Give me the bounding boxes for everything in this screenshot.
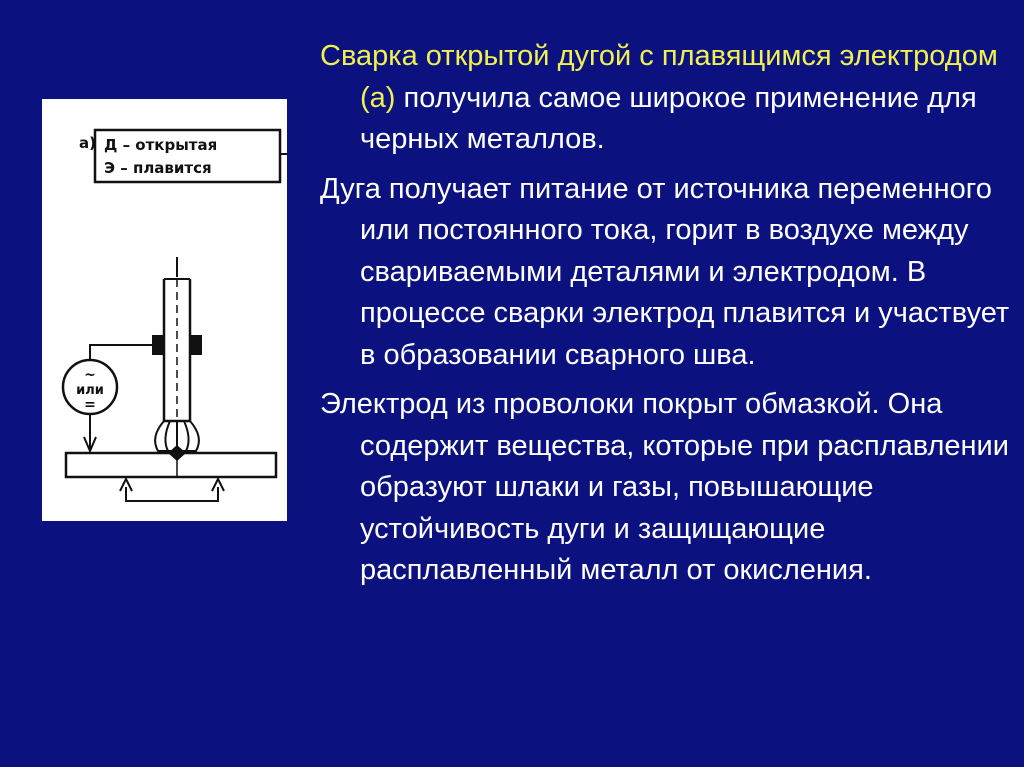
clamp-left (152, 335, 164, 355)
return-circuit (126, 487, 218, 501)
legend-line-2: Э – плавится (104, 159, 212, 177)
paragraph-1-rest: получила самое широкое применение для черных металлов. (360, 81, 977, 155)
paragraph-1-highlight: Сварка открытой дугой с плавящимся электродом (а) (320, 40, 998, 114)
welding-diagram (42, 99, 287, 521)
paragraph-3: Электрод из проволоки покрыт обмазкой. Она содержит вещества, которые при расплавлении образуют шлаки и газы, повышающие устойчивость дуги и защищающие расплавленный металл от окисления. (320, 388, 1009, 586)
source-symbol-ac: ~ (84, 367, 96, 383)
slide-text (320, 36, 1010, 600)
paragraph-1 (320, 36, 1010, 161)
figure-label-a: а) (79, 134, 96, 152)
clamp-right (190, 335, 202, 355)
diagram-svg (42, 99, 287, 521)
workpiece (66, 453, 276, 477)
source-symbol-dc: = (84, 397, 96, 413)
source-symbol-or: или (76, 383, 104, 398)
paragraph-2: Дуга получает питание от источника переменного или постоянного тока, горит в воздухе между свариваемыми деталями и электродом. В процессе сварки электрод плавится и участвует в образовании сварного шва. (320, 172, 1010, 371)
legend-line-1: Д – открытая (104, 136, 218, 154)
wire-to-clamp (90, 345, 152, 360)
